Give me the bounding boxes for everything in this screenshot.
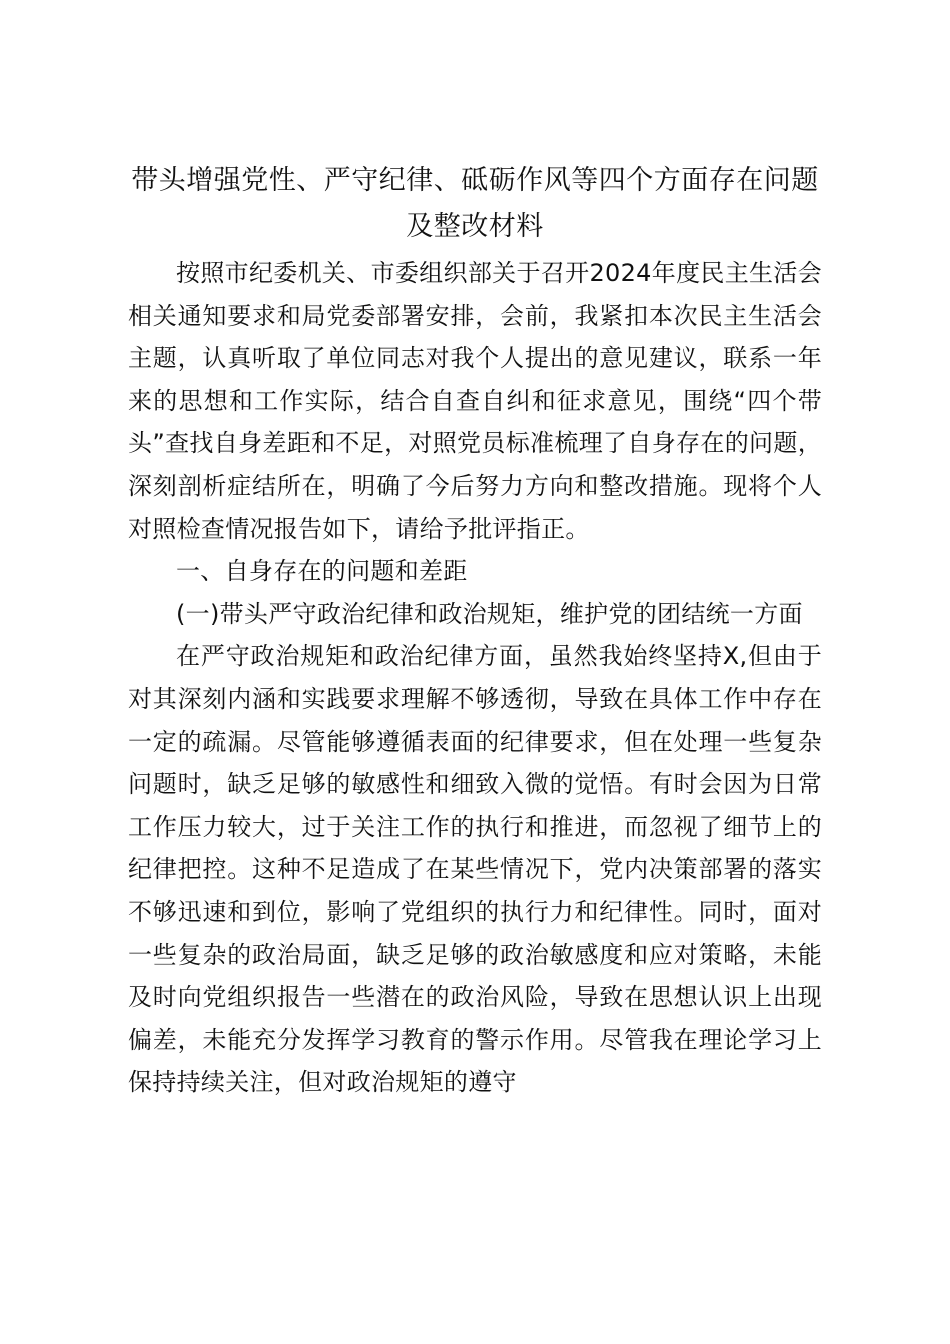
document-page	[128, 158, 822, 1104]
body-paragraph: 在严守政治规矩和政治纪律方面，虽然我始终坚持X,但由于对其深刻内涵和实践要求理解不够透彻，导致在具体工作中存在一定的疏漏。尽管能够遵循表面的纪律要求，但在处理一些复杂问题时，缺乏足够的敏感性和细致入微的觉悟。有时会因为日常工作压力较大，过于关注工作的执行和推进，而忽视了细节上的纪律把控。这种不足造成了在某些情况下，党内决策部署的落实不够迅速和到位，影响了党组织的执行力和纪律性。同时，面对一些复杂的政治局面，缺乏足够的政治敏感度和应对策略，未能及时向党组织报告一些潜在的政治风险，导致在思想认识上出现偏差，未能充分发挥学习教育的警示作用。尽管我在理论学习上保持持续关注，但对政治规矩的遵守	[128, 642, 822, 1097]
subsection-heading: (一)带头严守政治纪律和政治规矩，维护党的团结统一方面	[176, 599, 803, 628]
intro-paragraph: 按照市纪委机关、市委组织部关于召开2024年度民主生活会相关通知要求和局党委部署安排，会前，我紧扣本次民主生活会主题，认真听取了单位同志对我个人提出的意见建议，联系一年来的思想和工作实际，结合自查自纠和征求意见，围绕“四个带头”查找自身差距和不足，对照党员标准梳理了自身存在的问题，深刻剖析症结所在，明确了今后努力方向和整改措施。现将个人对照检查情况报告如下，请给予批评指正。	[128, 259, 822, 543]
document-title: 带头增强党性、严守纪律、砥砺作风等四个方面存在问题及整改材料	[131, 165, 819, 242]
section-heading: 一、自身存在的问题和差距	[176, 557, 468, 586]
